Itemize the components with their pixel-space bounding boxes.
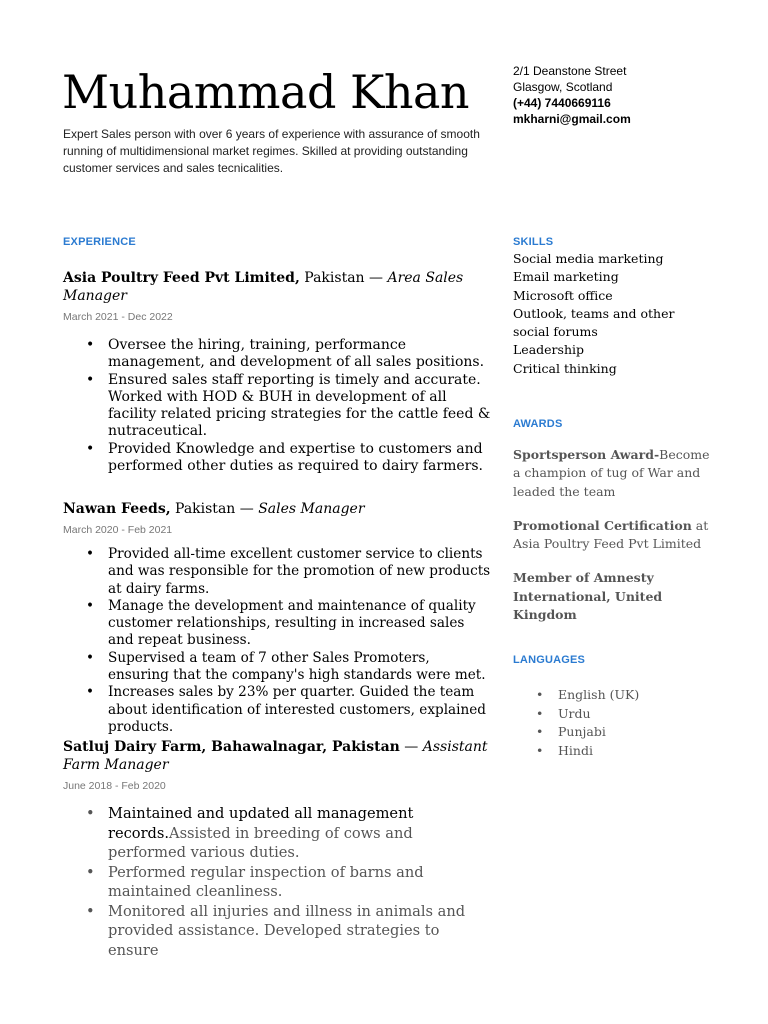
phone-number: (+44) 7440669116	[513, 96, 611, 110]
language-item: • English (UK)	[558, 686, 713, 705]
skills-heading: SKILLS	[513, 236, 554, 248]
job-role: Area Sales Manager	[63, 270, 464, 304]
awards-section	[513, 418, 713, 624]
duty-highlight: Maintained and updated all management records.	[108, 805, 414, 842]
job-duties	[63, 337, 493, 475]
job-duties	[63, 804, 493, 960]
award-item	[513, 446, 713, 501]
award-item	[513, 517, 713, 554]
job-role: Assistant Farm Manager	[63, 739, 488, 773]
award-title: Member of Amnesty International, United Kingdom	[513, 570, 663, 623]
language-item: • Urdu	[558, 705, 713, 724]
list-item: • Ensured sales staff reporting is timely and accurate. Worked with HOD & BUH in development of all facility related pricing strategies for the cattle feed & nutraceutical.	[108, 372, 493, 441]
duty-text: Performed regular inspection of barns and maintained cleanliness.	[108, 863, 424, 900]
award-title: Sportsperson Award-	[513, 447, 660, 462]
job-duties	[63, 546, 493, 736]
job-location: Pakistan —	[299, 270, 388, 286]
award-detail: Become a champion of tug of War and leaded the team	[513, 447, 710, 499]
profile-summary: Expert Sales person with over 6 years of experience with assurance of smooth running of multidimensional market regimes. Skilled at providing outstanding customer services and sales tecnicalities.	[63, 127, 480, 175]
languages-heading: LANGUAGES	[513, 654, 586, 666]
job-company: Asia Poultry Feed Pvt Limited,	[63, 270, 300, 286]
list-item	[108, 863, 493, 902]
skill-item: Social media marketing	[513, 251, 664, 266]
list-item	[108, 804, 493, 863]
skill-item: Leadership	[513, 342, 584, 358]
language-item: • Punjabi	[558, 723, 713, 742]
job-company: Satluj Dairy Farm, Bahawalnagar, Pakistan	[63, 739, 400, 755]
candidate-name: Muhammad Khan	[62, 65, 470, 119]
list-item: • Increases sales by 23% per quarter. Guided the team about identification of interested customers, explained products.	[108, 684, 493, 736]
address-line-1: 2/1 Deanstone Street	[513, 64, 627, 78]
job-entry	[63, 500, 493, 736]
languages-list	[513, 686, 713, 760]
skill-item: Microsoft office	[513, 287, 613, 303]
job-location: Pakistan —	[170, 501, 259, 517]
list-item: • Provided Knowledge and expertise to customers and performed other duties as required to dairy farmers.	[108, 441, 493, 476]
skill-item: Email marketing	[513, 269, 619, 285]
skill-item: Outlook, teams and other social forums	[513, 305, 675, 340]
job-title	[63, 269, 493, 305]
job-dates: March 2021 - Dec 2022	[63, 311, 173, 323]
duty-text: Monitored all injuries and illness in animals and provided assistance. Developed strategies to ensure	[108, 902, 466, 959]
languages-section	[513, 654, 713, 776]
award-item	[513, 569, 713, 624]
job-title	[63, 500, 493, 518]
duty-text: Assisted in breeding of cows and performed various duties.	[108, 824, 413, 861]
job-dates: June 2018 - Feb 2020	[63, 780, 166, 792]
address-line-2: Glasgow, Scotland	[513, 80, 613, 94]
award-title: Promotional Certification	[513, 517, 692, 533]
list-item: • Manage the development and maintenance of quality customer relationships, resulting in increased sales and repeat business.	[108, 598, 493, 650]
job-title	[63, 738, 493, 774]
list-item	[108, 902, 493, 961]
job-role: Sales Manager	[258, 501, 365, 517]
job-entry	[63, 269, 493, 475]
job-entry	[63, 738, 493, 960]
list-item: • Oversee the hiring, training, performance management, and development of all sales positions.	[108, 337, 493, 372]
job-dates: March 2020 - Feb 2021	[63, 524, 173, 536]
experience-heading: EXPERIENCE	[63, 236, 136, 248]
job-location: —	[399, 739, 423, 755]
skills-section	[513, 236, 713, 378]
award-detail: at Asia Poultry Feed Pvt Limited	[513, 517, 709, 552]
language-item: • Hindi	[558, 742, 713, 761]
email-address: mkharni@gmail.com	[513, 112, 631, 126]
skill-item: Critical thinking	[513, 360, 617, 376]
job-company: Nawan Feeds,	[63, 501, 171, 517]
skills-list	[513, 250, 713, 378]
contact-block	[513, 63, 743, 127]
list-item: • Provided all-time excellent customer service to clients and was responsible for the promotion of new products at dairy farms.	[108, 546, 493, 598]
awards-heading: AWARDS	[513, 418, 563, 430]
list-item: • Supervised a team of 7 other Sales Promoters, ensuring that the company's high standards were met.	[108, 650, 493, 685]
